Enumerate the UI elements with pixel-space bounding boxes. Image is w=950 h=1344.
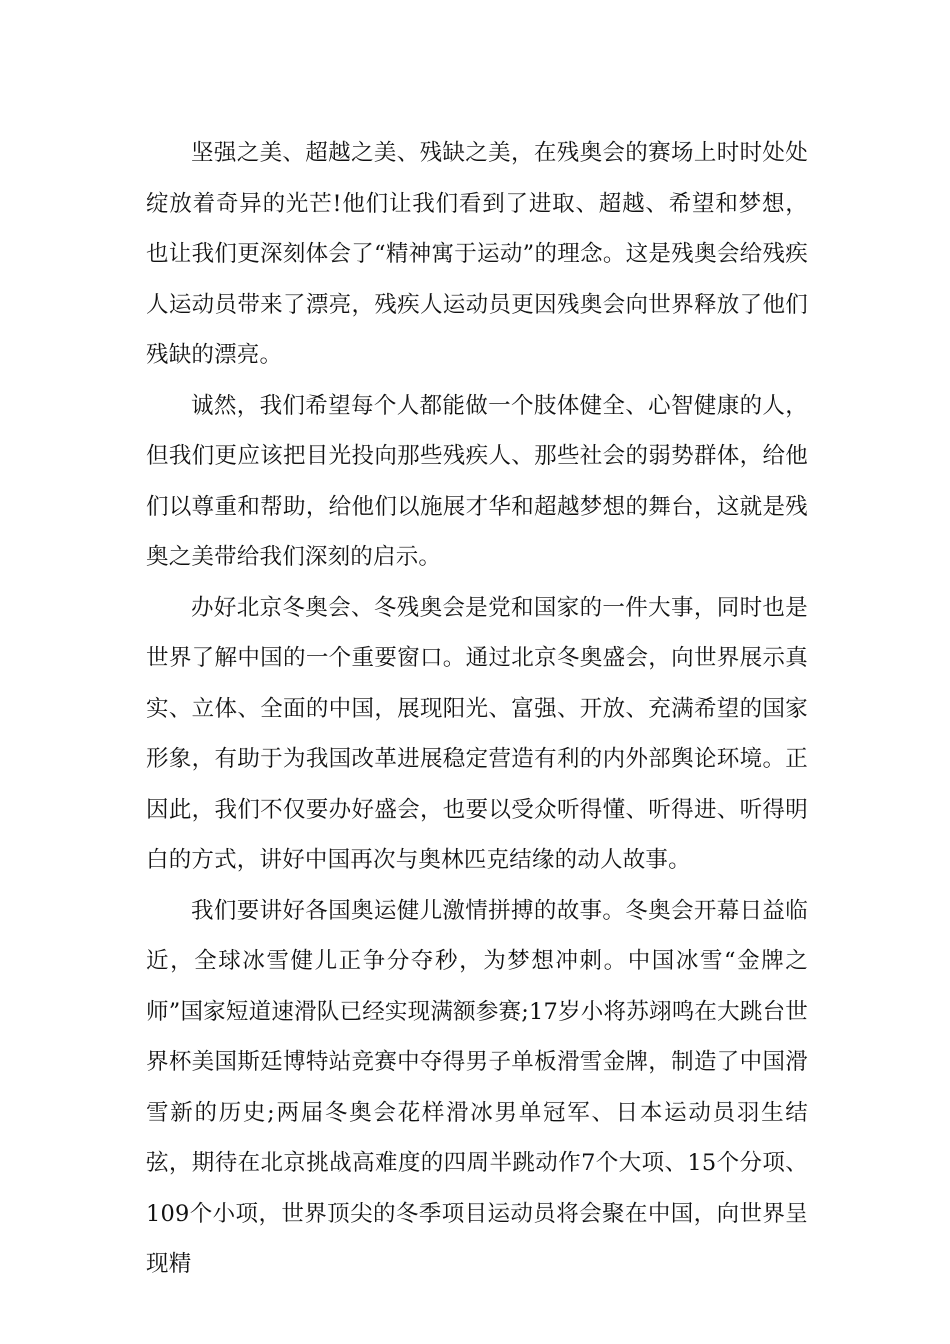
paragraph-4: 我们要讲好各国奥运健儿激情拼搏的故事。冬奥会开幕日益临近，全球冰雪健儿正争分夺秒，为梦想冲刺。中国冰雪“金牌之师”国家短道速滑队已经实现满额参赛;17岁小将苏翊鸣在大跳台世界杯美国斯廷博特站竞赛中夺得男子单板滑雪金牌，制造了中国滑雪新的历史;两届冬奥会花样滑冰男单冠军、日本运动员羽生结弦，期待在北京挑战高难度的四周半跳动作7个大项、15个分项、109个小项，世界顶尖的冬季项目运动员将会聚在中国，向世界呈现精 [146,897,808,1277]
paragraph-1: 坚强之美、超越之美、残缺之美，在残奥会的赛场上时时处处绽放着奇异的光芒!他们让我们看到了进取、超越、希望和梦想，也让我们更深刻体会了“精神寓于运动”的理念。这是残奥会给残疾人运动员带来了漂亮，残疾人运动员更因残奥会向世界释放了他们残缺的漂亮。 [146,140,808,368]
document-body [146,128,808,1290]
paragraph-2: 诚然，我们希望每个人都能做一个肢体健全、心智健康的人，但我们更应该把目光投向那些残疾人、那些社会的弱势群体，给他们以尊重和帮助，给他们以施展才华和超越梦想的舞台，这就是残奥之美带给我们深刻的启示。 [146,392,808,570]
paragraph-3: 办好北京冬奥会、冬残奥会是党和国家的一件大事，同时也是世界了解中国的一个重要窗口。通过北京冬奥盛会，向世界展示真实、立体、全面的中国，展现阳光、富强、开放、充满希望的国家形象，有助于为我国改革进展稳定营造有利的内外部舆论环境。正因此，我们不仅要办好盛会，也要以受众听得懂、听得进、听得明白的方式，讲好中国再次与奥林匹克结缘的动人故事。 [146,594,808,873]
